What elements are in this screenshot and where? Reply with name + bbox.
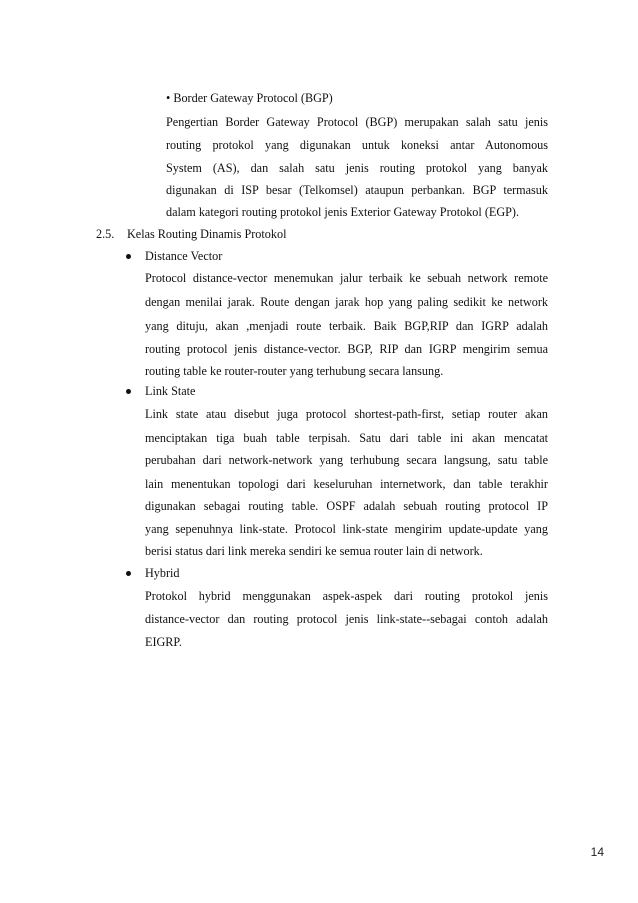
- distance-vector-line-3: yang dituju, akan ,menjadi route terbaik. Baik BGP,RIP dan IGRP adalah: [145, 319, 548, 333]
- page-number: 14: [590, 845, 604, 859]
- bgp-line-1: Pengertian Border Gateway Protocol (BGP) merupakan salah satu jenis: [166, 115, 548, 129]
- distance-vector-line-4: routing protocol jenis distance-vector. BGP, RIP dan IGRP mengirim semua: [145, 342, 548, 356]
- link-state-line-1: Link state atau disebut juga protocol shortest-path-first, setiap router akan: [145, 407, 548, 421]
- link-state-line-5: digunakan sebagai routing table. OSPF adalah sebuah routing protocol IP: [145, 499, 548, 513]
- hybrid-heading: Hybrid: [145, 566, 180, 580]
- section-number: 2.5.: [96, 227, 115, 241]
- link-state-line-4: lain menentukan topologi dari keseluruhan internetwork, dan table terakhir: [145, 477, 548, 491]
- distance-vector-heading: Distance Vector: [145, 249, 223, 263]
- link-state-line-7: berisi status dari link mereka sendiri ke semua router lain di network.: [145, 544, 483, 558]
- bgp-line-5: dalam kategori routing protokol jenis Exterior Gateway Protokol (EGP).: [166, 205, 520, 219]
- link-state-line-6: yang sepenuhnya link-state. Protocol link-state mengirim update-update yang: [145, 522, 548, 536]
- hybrid-line-1: Protokol hybrid menggunakan aspek-aspek dari routing protokol jenis: [145, 589, 548, 603]
- link-state-line-2: menciptakan tiga buah table terpisah. Satu dari table ini akan mencatat: [145, 431, 548, 445]
- bgp-line-3: System (AS), dan salah satu jenis routing protokol yang banyak: [166, 161, 548, 175]
- bullet-icon: [126, 254, 131, 259]
- link-state-heading: Link State: [145, 384, 196, 398]
- bullet-icon: [126, 571, 131, 576]
- bgp-heading: • Border Gateway Protocol (BGP): [166, 91, 333, 105]
- link-state-line-3: perubahan dari network-network yang terhubung secara langsung, satu table: [145, 453, 548, 467]
- bgp-line-2: routing protokol yang digunakan untuk koneksi antar Autonomous: [166, 138, 548, 152]
- hybrid-line-2: distance-vector dan routing protocol jenis link-state--sebagai contoh adalah: [145, 612, 548, 626]
- bgp-line-4: digunakan di ISP besar (Telkomsel) ataupun perbankan. BGP termasuk: [166, 183, 548, 197]
- bullet-icon: [126, 389, 131, 394]
- hybrid-line-3: EIGRP.: [145, 635, 182, 649]
- distance-vector-line-2: dengan menilai jarak. Route dengan jarak hop yang paling sedikit ke network: [145, 295, 548, 309]
- section-title: Kelas Routing Dinamis Protokol: [127, 227, 287, 241]
- distance-vector-line-5: routing table ke router-router yang terhubung secara lansung.: [145, 364, 444, 378]
- distance-vector-line-1: Protocol distance-vector menemukan jalur terbaik ke sebuah network remote: [145, 271, 548, 285]
